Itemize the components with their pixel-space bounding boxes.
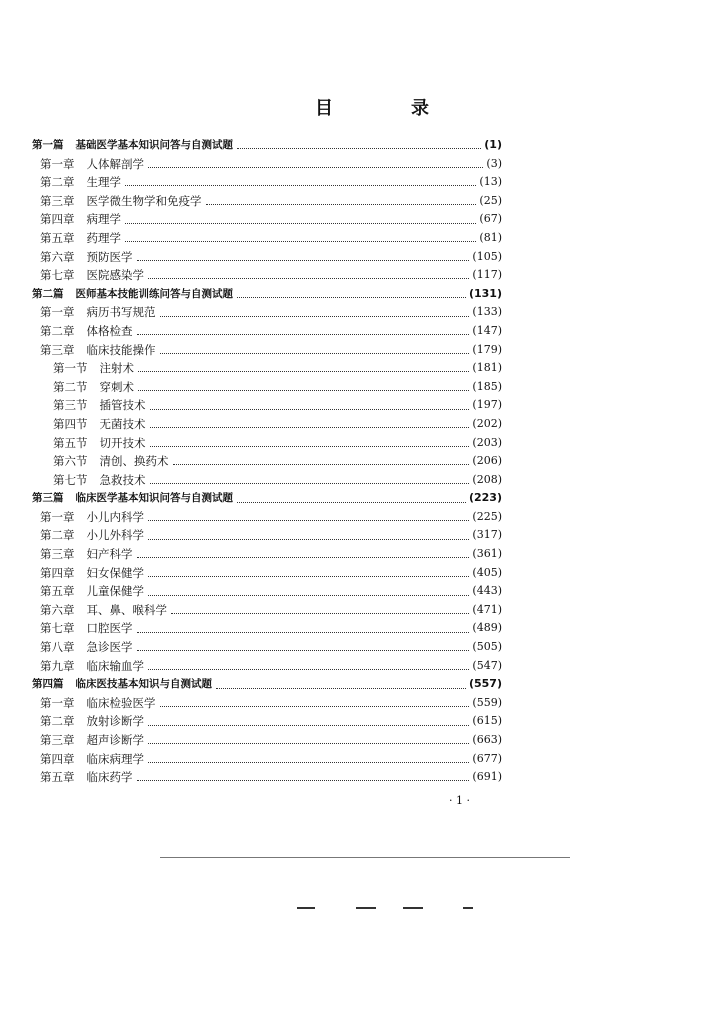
toc-entry-chap — [0, 155, 714, 174]
toc-entry-part — [0, 285, 714, 304]
toc-entry-page: (405) — [472, 565, 502, 579]
dot-leader — [148, 668, 469, 670]
toc-entry-sec — [0, 359, 714, 378]
toc-entry-page: (361) — [472, 547, 502, 561]
toc-entry-title: 临床技能操作 — [86, 342, 156, 357]
toc-entry-page: (13) — [479, 175, 502, 189]
toc-entry-label: 第四篇 — [32, 678, 64, 691]
page-title: 目 录 — [315, 98, 459, 119]
toc-entry-chap — [0, 638, 714, 657]
dot-leader — [150, 482, 470, 484]
toc-entry-title: 切开技术 — [99, 435, 146, 450]
toc-entry-label: 第五章 — [40, 584, 75, 599]
toc-entry-page: (147) — [472, 323, 502, 337]
dot-leader — [137, 259, 470, 261]
toc-entry-title: 临床医技基本知识与自测试题 — [75, 678, 212, 691]
scan-artifact-dash — [463, 907, 473, 909]
toc-entry-chap — [0, 694, 714, 713]
toc-entry-part — [0, 136, 714, 155]
toc-entry-page: (559) — [472, 695, 502, 709]
toc-entry-label: 第二章 — [40, 175, 75, 190]
dot-leader — [148, 538, 469, 540]
dot-leader — [137, 333, 470, 335]
toc-entry-title: 基础医学基本知识问答与自测试题 — [75, 139, 233, 151]
dot-leader — [148, 724, 469, 726]
toc-entry-title: 临床病理学 — [86, 751, 144, 766]
toc-entry-label: 第三篇 — [32, 492, 64, 505]
toc-entry-chap — [0, 341, 714, 360]
toc-entry-title: 清创、换药术 — [99, 454, 169, 469]
dot-leader — [138, 389, 469, 391]
toc-entry-sec — [0, 396, 714, 415]
scan-artifact-dash — [297, 907, 315, 909]
toc-entry-label: 第三章 — [40, 193, 75, 208]
toc-entry-label: 第一章 — [40, 305, 75, 320]
dot-leader — [148, 761, 469, 763]
toc-entry-title: 药理学 — [86, 230, 121, 245]
toc-entry-label: 第三节 — [53, 398, 88, 413]
toc-entry-page: (443) — [472, 584, 502, 598]
dot-leader — [148, 166, 483, 168]
toc-entry-chap — [0, 229, 714, 248]
toc-entry-chap — [0, 210, 714, 229]
toc-entry-title: 妇女保健学 — [86, 565, 144, 580]
dot-leader — [216, 687, 466, 689]
toc-entry-chap — [0, 750, 714, 769]
toc-entry-chap — [0, 657, 714, 676]
dot-leader — [137, 556, 470, 558]
dot-leader — [137, 631, 470, 633]
toc-entry-sec — [0, 378, 714, 397]
toc-entry-label: 第五节 — [53, 435, 88, 450]
toc-entry-label: 第六章 — [40, 249, 75, 264]
toc-entry-label: 第四节 — [53, 416, 88, 431]
toc-entry-title: 医师基本技能训练问答与自测试题 — [75, 287, 233, 300]
toc-entry-label: 第四章 — [40, 751, 75, 766]
toc-entry-part — [0, 675, 714, 694]
toc-entry-page: (505) — [472, 640, 502, 654]
toc-entry-chap — [0, 601, 714, 620]
dot-leader — [148, 575, 469, 577]
toc-entry-page: (471) — [472, 602, 502, 616]
toc-entry-sec — [0, 471, 714, 490]
dot-leader — [237, 296, 466, 298]
toc-entry-label: 第七章 — [40, 621, 75, 636]
toc-entry-label: 第一章 — [40, 509, 75, 524]
toc-entry-page: (133) — [472, 305, 502, 319]
toc-entry-page: (317) — [472, 528, 502, 542]
dot-leader — [137, 779, 470, 781]
toc-entry-title: 医院感染学 — [86, 268, 144, 283]
dot-leader — [148, 742, 469, 744]
dot-leader — [137, 649, 470, 651]
toc-entry-page: (25) — [479, 193, 502, 207]
dot-leader — [138, 370, 469, 372]
toc-entry-chap — [0, 619, 714, 638]
toc-entry-chap — [0, 712, 714, 731]
toc-entry-label: 第二章 — [40, 323, 75, 338]
toc-entry-label: 第一篇 — [32, 139, 64, 151]
toc-entry-chap — [0, 192, 714, 211]
toc-entry-label: 第一节 — [53, 361, 88, 376]
toc-entry-sec — [0, 452, 714, 471]
dot-leader — [150, 408, 470, 410]
toc-entry-title: 穿刺术 — [99, 379, 134, 394]
toc-entry-label: 第五章 — [40, 770, 75, 785]
table-of-contents — [0, 136, 714, 787]
toc-entry-page: (547) — [472, 658, 502, 672]
toc-entry-label: 第三章 — [40, 733, 75, 747]
toc-entry-title: 人体解剖学 — [86, 156, 144, 171]
toc-entry-label: 第六章 — [40, 602, 75, 617]
dot-leader — [160, 352, 470, 354]
toc-entry-label: 第二篇 — [32, 287, 64, 300]
toc-entry-page: (67) — [479, 212, 502, 226]
toc-entry-title: 口腔医学 — [86, 621, 133, 636]
toc-entry-page: (203) — [472, 435, 502, 449]
toc-entry-chap — [0, 508, 714, 527]
toc-entry-page: (179) — [472, 342, 502, 356]
toc-entry-chap — [0, 248, 714, 267]
toc-entry-title: 超声诊断学 — [86, 733, 144, 747]
scan-artifact-dash — [356, 907, 376, 909]
toc-entry-page: (3) — [486, 156, 502, 170]
toc-entry-label: 第四章 — [40, 212, 75, 227]
toc-entry-chap — [0, 731, 714, 750]
toc-entry-chap — [0, 564, 714, 583]
toc-entry-page: (202) — [472, 416, 502, 430]
toc-entry-sec — [0, 434, 714, 453]
toc-entry-page: (206) — [472, 454, 502, 468]
toc-entry-label: 第二节 — [53, 379, 88, 394]
toc-entry-chap — [0, 582, 714, 601]
toc-entry-page: (557) — [468, 677, 502, 691]
toc-entry-label: 第三章 — [40, 547, 75, 562]
dot-leader — [160, 705, 470, 707]
toc-entry-title: 体格检查 — [86, 323, 133, 338]
toc-entry-title: 小儿内科学 — [86, 509, 144, 524]
toc-entry-chap — [0, 768, 714, 787]
toc-entry-label: 第一章 — [40, 156, 75, 171]
toc-entry-title: 临床药学 — [86, 770, 133, 785]
toc-entry-page: (208) — [472, 472, 502, 486]
toc-entry-sec — [0, 415, 714, 434]
dot-leader — [150, 445, 470, 447]
toc-entry-title: 注射术 — [99, 361, 134, 376]
scan-artifact-line — [160, 857, 570, 858]
toc-entry-title: 小儿外科学 — [86, 528, 144, 543]
scan-artifact-dash — [403, 907, 423, 909]
toc-entry-label: 第三章 — [40, 342, 75, 357]
toc-entry-page: (181) — [472, 361, 502, 375]
toc-entry-label: 第七节 — [53, 472, 88, 487]
toc-entry-page: (117) — [472, 268, 502, 282]
toc-entry-page: (691) — [472, 770, 502, 784]
toc-entry-title: 医学微生物学和免疫学 — [86, 193, 202, 208]
dot-leader — [237, 147, 481, 149]
dot-leader — [160, 315, 470, 317]
toc-entry-label: 第八章 — [40, 640, 75, 655]
toc-entry-title: 无菌技术 — [99, 416, 146, 431]
toc-entry-part — [0, 489, 714, 508]
toc-entry-label: 第四章 — [40, 565, 75, 580]
toc-entry-title: 耳、鼻、喉科学 — [86, 602, 167, 617]
dot-leader — [125, 184, 476, 186]
toc-entry-label: 第七章 — [40, 268, 75, 283]
dot-leader — [237, 501, 466, 503]
toc-entry-label: 第二章 — [40, 714, 75, 729]
toc-entry-title: 病理学 — [86, 212, 121, 227]
page-number: · 1 · — [449, 794, 470, 807]
toc-entry-label: 第一章 — [40, 695, 75, 710]
toc-entry-chap — [0, 173, 714, 192]
toc-entry-page: (185) — [472, 379, 502, 393]
toc-entry-title: 急救技术 — [99, 472, 146, 487]
toc-entry-title: 临床医学基本知识问答与自测试题 — [75, 492, 233, 505]
toc-entry-label: 第九章 — [40, 658, 75, 673]
toc-entry-title: 妇产科学 — [86, 547, 133, 562]
toc-entry-chap — [0, 526, 714, 545]
dot-leader — [125, 240, 476, 242]
toc-entry-title: 预防医学 — [86, 249, 133, 264]
toc-entry-title: 生理学 — [86, 175, 121, 190]
toc-entry-page: (677) — [472, 751, 502, 765]
toc-entry-page: (1) — [484, 138, 502, 151]
toc-entry-page: (225) — [472, 509, 502, 523]
dot-leader — [150, 426, 470, 428]
toc-entry-title: 急诊医学 — [86, 640, 133, 655]
toc-entry-label: 第二章 — [40, 528, 75, 543]
toc-entry-page: (81) — [479, 230, 502, 244]
toc-entry-chap — [0, 266, 714, 285]
dot-leader — [173, 463, 470, 465]
dot-leader — [148, 594, 469, 596]
toc-entry-title: 插管技术 — [99, 398, 146, 413]
toc-entry-title: 病历书写规范 — [86, 305, 156, 320]
toc-entry-title: 放射诊断学 — [86, 714, 144, 729]
dot-leader — [125, 222, 476, 224]
toc-entry-page: (615) — [472, 714, 502, 728]
toc-entry-title: 临床输血学 — [86, 658, 144, 673]
toc-entry-page: (223) — [468, 491, 502, 505]
toc-entry-chap — [0, 322, 714, 341]
toc-entry-page: (131) — [468, 286, 502, 300]
toc-entry-title: 儿童保健学 — [86, 584, 144, 599]
dot-leader — [148, 519, 469, 521]
toc-entry-chap — [0, 303, 714, 322]
toc-entry-label: 第六节 — [53, 454, 88, 469]
toc-entry-title: 临床检验医学 — [86, 695, 156, 710]
dot-leader — [206, 203, 477, 205]
toc-entry-page: (197) — [472, 398, 502, 412]
toc-entry-chap — [0, 545, 714, 564]
toc-entry-page: (663) — [472, 733, 502, 746]
dot-leader — [171, 612, 469, 614]
dot-leader — [148, 277, 469, 279]
toc-entry-label: 第五章 — [40, 230, 75, 245]
toc-entry-page: (105) — [472, 249, 502, 263]
toc-entry-page: (489) — [472, 621, 502, 635]
